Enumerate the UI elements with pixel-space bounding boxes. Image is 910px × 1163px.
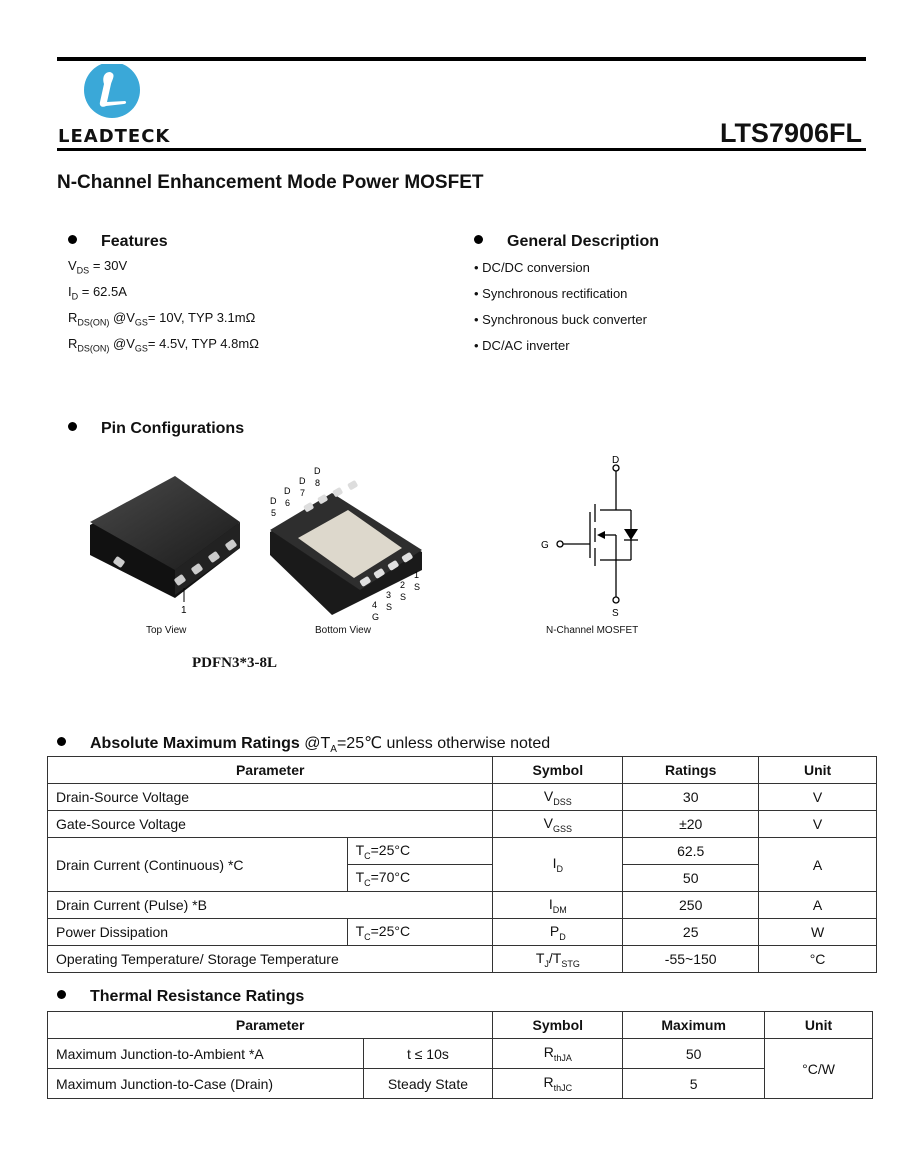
feature-rdson-4v5: $R_{DS(ON)}$ $@V_{GS}= 4.5V$, TYP 4.8mΩ [68, 336, 259, 354]
table-row [48, 784, 877, 811]
unit-cell: °C/W [765, 1039, 873, 1099]
symbol-cell: $R_{thJA}$ [493, 1039, 623, 1069]
unit-cell: V [759, 784, 877, 811]
pin-d8-label: D [314, 466, 321, 476]
bullet-icon [57, 990, 66, 999]
feature-id: $I_D = 62.5A$ [68, 284, 127, 302]
unit-cell: V [759, 811, 877, 838]
header-unit: Unit [765, 1012, 873, 1039]
abs-max-table [47, 756, 877, 973]
param-cell: Operating Temperature/ Storage Temperature [48, 946, 493, 973]
table-row [48, 811, 877, 838]
table-header-row [48, 1012, 873, 1039]
pin-4-num: 4 [372, 600, 378, 610]
schematic-source-label: S [612, 608, 619, 619]
value-cell: 25 [623, 919, 759, 946]
param-cell: Drain Current (Continuous) *C [48, 838, 348, 892]
leadteck-logo [80, 64, 144, 125]
value-cell: -55~150 [623, 946, 759, 973]
gd-item: • Synchronous rectification [474, 286, 628, 301]
value-cell: 62.5 [623, 838, 759, 865]
param-cell: Maximum Junction-to-Case (Drain) [48, 1069, 364, 1099]
pin-d7-label: D [299, 476, 306, 486]
param-cell: Power Dissipation [48, 919, 348, 946]
table-row [48, 838, 877, 865]
thermal-heading: Thermal Resistance Ratings [57, 988, 304, 1006]
pin-6-num: 6 [285, 498, 291, 508]
pin-s3-label: S [386, 602, 393, 612]
table-row [48, 1069, 873, 1099]
symbol-cell: $T_J/T_{STG}$ [493, 946, 623, 973]
header-unit: Unit [759, 757, 877, 784]
schematic-drain-label: D [612, 455, 620, 466]
value-cell: 5 [623, 1069, 765, 1099]
pin-g4-label: G [372, 612, 380, 622]
symbol-cell: $I_D$ [493, 838, 623, 892]
symbol-cell: $V_{GSS}$ [493, 811, 623, 838]
gd-item: • DC/DC conversion [474, 260, 590, 275]
value-cell: 30 [623, 784, 759, 811]
pin-5-num: 5 [271, 508, 277, 518]
condition-cell: $T_C=25^\circ C$ [347, 838, 493, 865]
pin-8-num: 8 [315, 478, 321, 488]
package-bottom-view-illustration [262, 460, 437, 625]
feature-vds: $V_{DS} = 30V$ [68, 258, 128, 276]
pin-7-num: 7 [300, 488, 306, 498]
unit-cell: W [759, 919, 877, 946]
pin-3-num: 3 [386, 590, 392, 600]
value-cell: 50 [623, 865, 759, 892]
condition-cell: $T_C=70^\circ C$ [347, 865, 493, 892]
header-symbol: Symbol [493, 1012, 623, 1039]
pin-s1-label: S [414, 582, 421, 592]
param-cell: Drain-Source Voltage [48, 784, 493, 811]
top-view-caption: Top View [146, 625, 187, 636]
table-row [48, 946, 877, 973]
bullet-icon [68, 235, 77, 244]
gd-item: • Synchronous buck converter [474, 312, 647, 327]
brand-name: LEADTECK [58, 126, 171, 147]
abs-max-heading: Absolute Maximum Ratings $@T_A=25℃$ unless otherwise noted [57, 733, 550, 755]
value-cell: 50 [623, 1039, 765, 1069]
table-row [48, 892, 877, 919]
mosfet-schematic-symbol [535, 452, 665, 622]
page-subtitle: N-Channel Enhancement Mode Power MOSFET [57, 172, 484, 193]
pin-d5-label: D [270, 496, 277, 506]
pin-2-num: 2 [400, 580, 406, 590]
table-header-row [48, 757, 877, 784]
symbol-cell: $R_{thJC}$ [493, 1069, 623, 1099]
condition-cell: Steady State [363, 1069, 493, 1099]
header-bottom-rule [57, 148, 866, 151]
header-parameter: Parameter [48, 1012, 493, 1039]
thermal-table [47, 1011, 873, 1099]
value-cell: 250 [623, 892, 759, 919]
table-row [48, 919, 877, 946]
symbol-cell: $I_{DM}$ [493, 892, 623, 919]
package-name: PDFN3*3-8L [192, 655, 277, 671]
bullet-icon [57, 737, 66, 746]
table-row [48, 1039, 873, 1069]
header-ratings: Ratings [623, 757, 759, 784]
bullet-icon [68, 422, 77, 431]
schematic-caption: N-Channel MOSFET [546, 625, 639, 636]
param-cell: Maximum Junction-to-Ambient *A [48, 1039, 364, 1069]
param-cell: Drain Current (Pulse) *B [48, 892, 493, 919]
schematic-gate-label: G [541, 540, 549, 551]
symbol-cell: $V_{DSS}$ [493, 784, 623, 811]
header-top-rule [57, 57, 866, 61]
unit-cell: A [759, 838, 877, 892]
unit-cell: A [759, 892, 877, 919]
header-parameter: Parameter [48, 757, 493, 784]
general-description-heading: General Description [474, 233, 659, 251]
header-maximum: Maximum [623, 1012, 765, 1039]
header-symbol: Symbol [493, 757, 623, 784]
unit-cell: °C [759, 946, 877, 973]
part-number: LTS7906FL [719, 118, 862, 148]
condition-cell: t ≤ 10s [363, 1039, 493, 1069]
pin-config-heading: Pin Configurations [68, 420, 244, 438]
symbol-cell: $P_D$ [493, 919, 623, 946]
value-cell: ±20 [623, 811, 759, 838]
top-pin-1-label: 1 [181, 605, 187, 616]
bottom-view-caption: Bottom View [315, 625, 371, 636]
pin-d6-label: D [284, 486, 291, 496]
condition-cell: $T_C=25^\circ C$ [347, 919, 493, 946]
gd-item: • DC/AC inverter [474, 338, 570, 353]
pin-1-num: 1 [414, 570, 420, 580]
feature-rdson-10v: $R_{DS(ON)}$ $@V_{GS}= 10V$, TYP 3.1mΩ [68, 310, 256, 328]
package-top-view-illustration [80, 470, 260, 630]
pin-s2-label: S [400, 592, 407, 602]
features-heading: Features [68, 233, 168, 251]
param-cell: Gate-Source Voltage [48, 811, 493, 838]
bullet-icon [474, 235, 483, 244]
